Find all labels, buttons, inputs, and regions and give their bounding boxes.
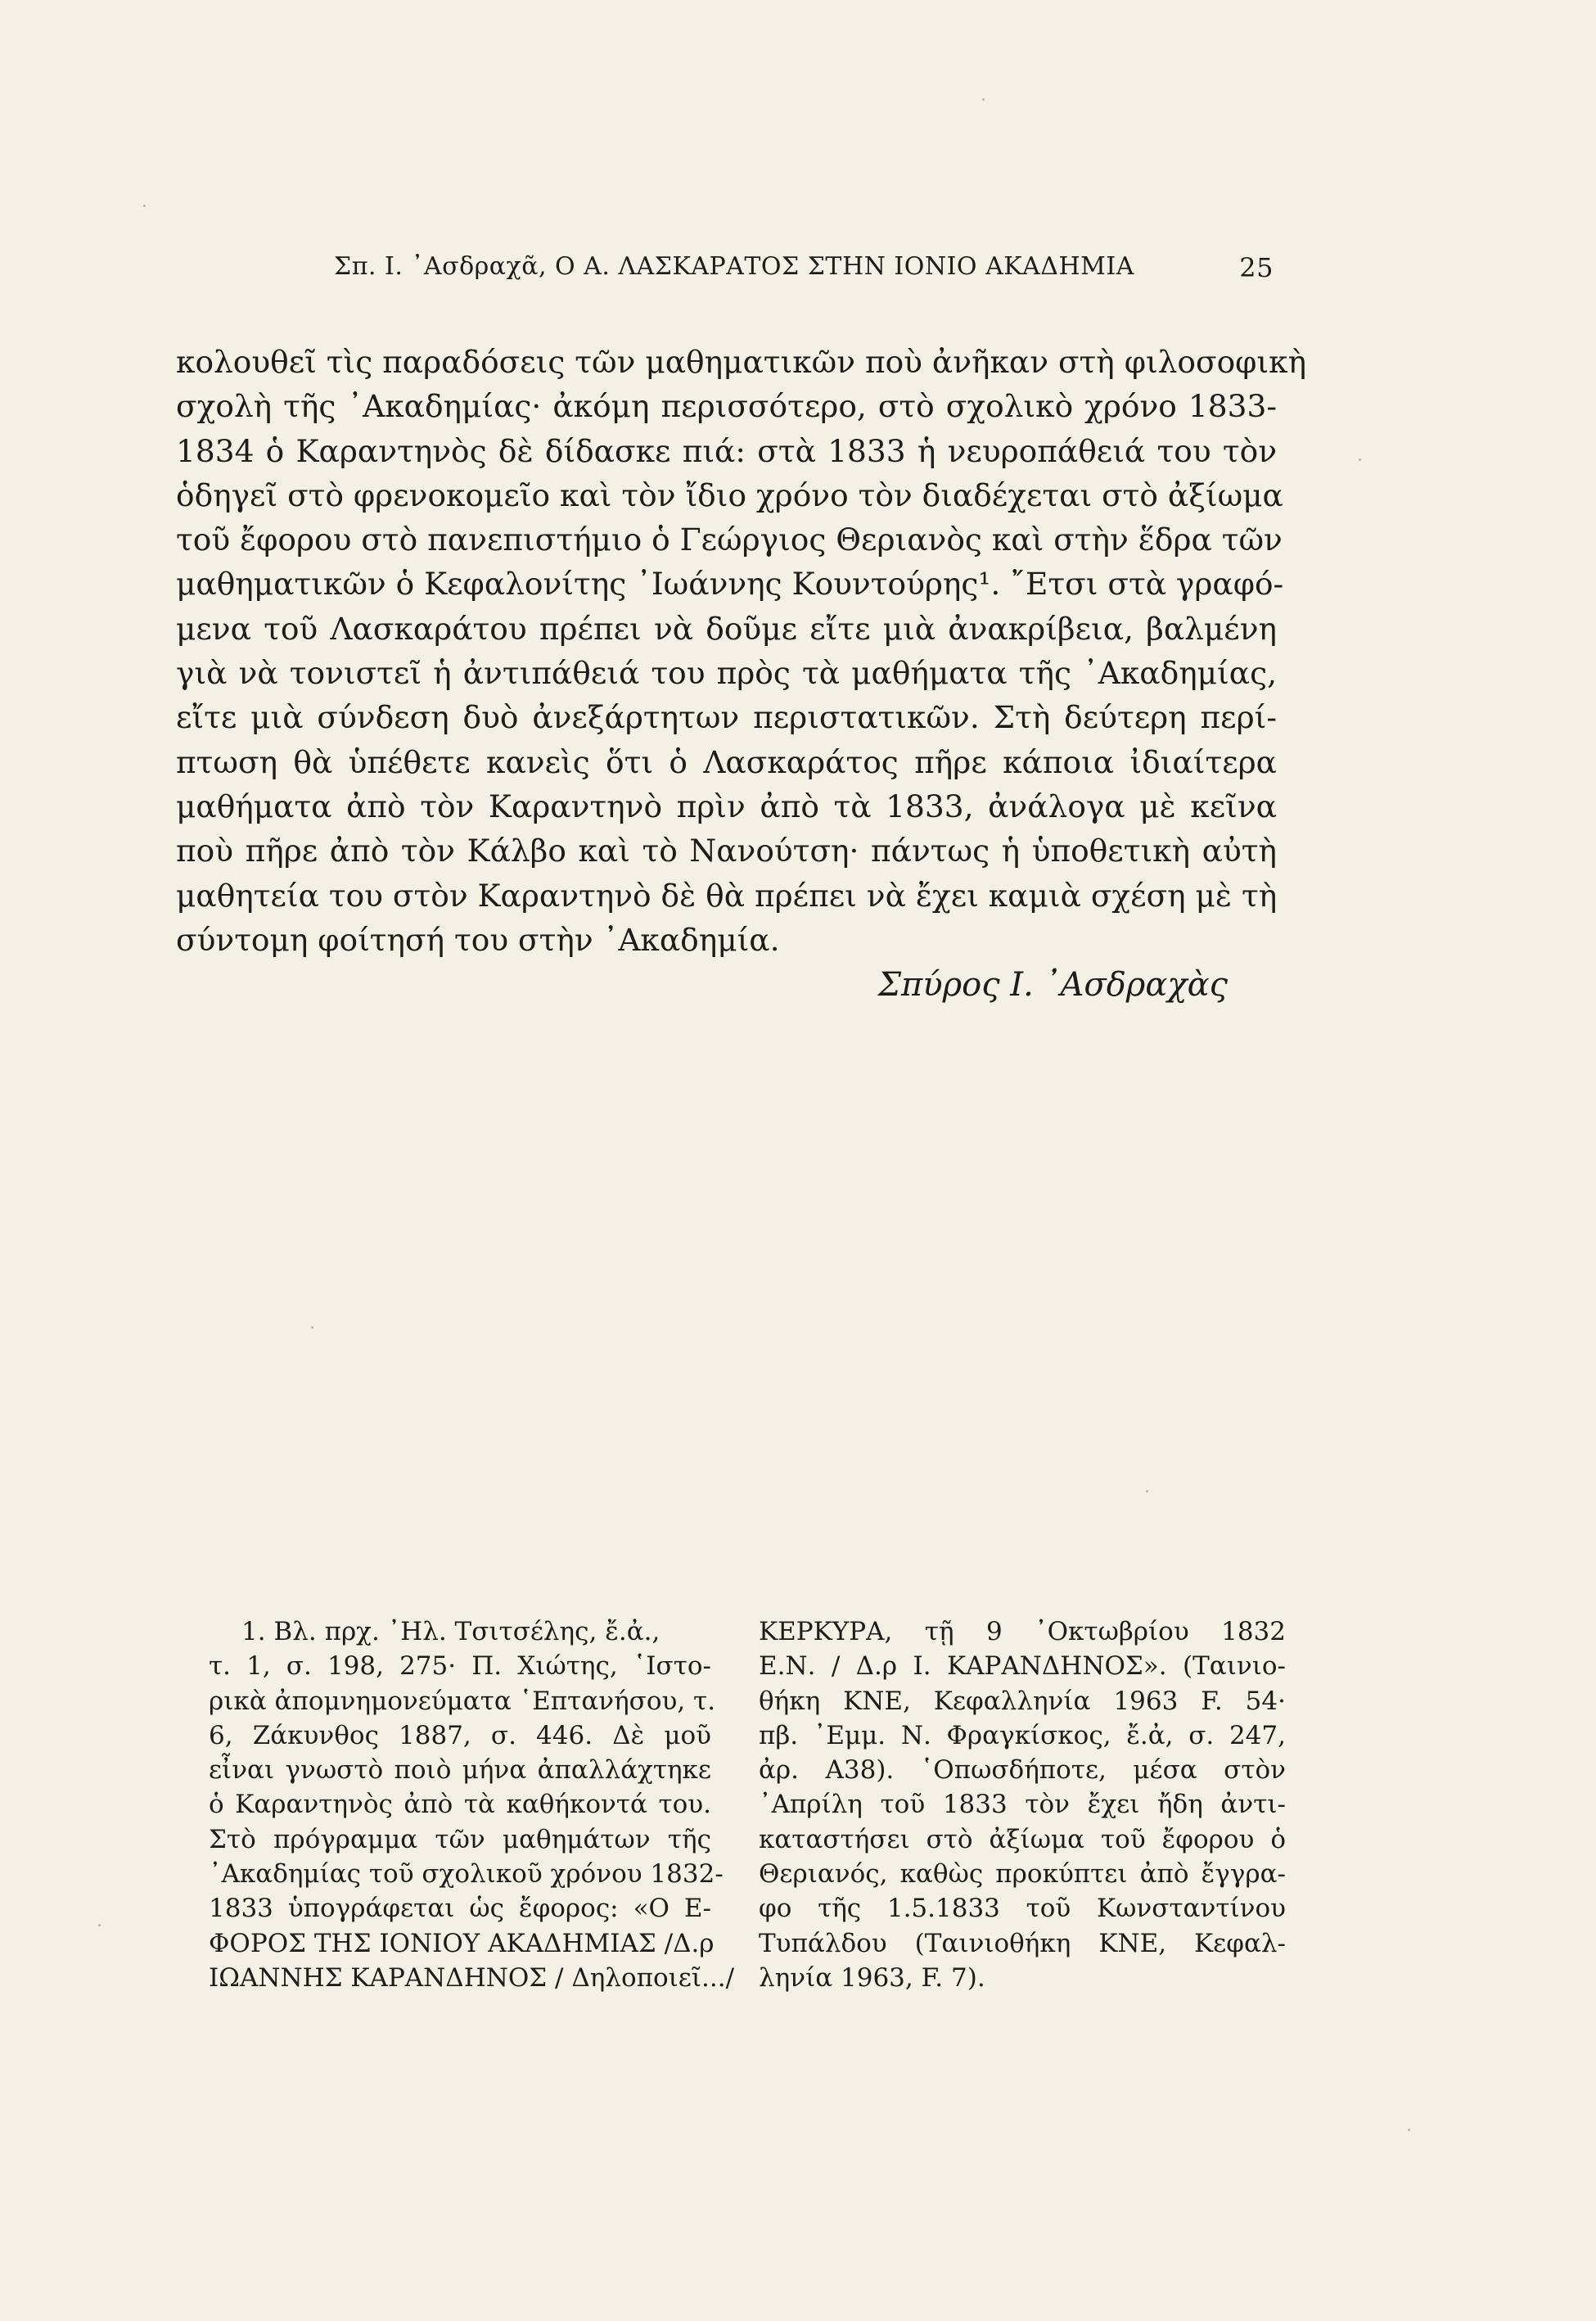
footnote-line: 1833 ὑπογράφεται ὡς ἔφορος: «Ο Ε-	[209, 1894, 711, 1924]
body-line: πτωση θὰ ὑπέθετε κανεὶς ὅτι ὁ Λασκαράτος πῆρε κάποια ἰδιαίτερα	[176, 743, 1277, 780]
footnote-line: Ε.Ν. / Δ.ρ Ι. ΚΑΡΑΝΔΗΝΟΣ». (Ταινιο-	[759, 1651, 1286, 1682]
body-line: 1834 ὁ Καραντηνὸς δὲ δίδασκε πιά: στὰ 1833 ἡ νευροπάθειά του τὸν	[176, 432, 1277, 469]
footnote-line: φο τῆς 1.5.1833 τοῦ Κωνσταντίνου	[759, 1894, 1286, 1924]
paper-speck	[311, 1326, 313, 1329]
footnote-line: Στὸ πρόγραμμα τῶν μαθημάτων τῆς	[209, 1824, 711, 1854]
body-line: κολουθεῖ τὶς παραδόσεις τῶν μαθηματικῶν ποὺ ἀνῆκαν στὴ φιλοσοφικὴ	[176, 344, 1307, 380]
footnote-line: ὁ Καραντηνὸς ἀπὸ τὰ καθήκοντά του.	[209, 1790, 711, 1820]
body-line: μαθηματικῶν ὁ Κεφαλονίτης ᾿Ιωάννης Κουντούρης¹. ῎Ετσι στὰ γραφό-	[176, 566, 1284, 603]
footnote-line: εἶναι γνωστὸ ποιὸ μήνα ἀπαλλάχτηκε	[209, 1755, 711, 1786]
footnote-line: ΙΩΑΝΝΗΣ ΚΑΡΑΝΔΗΝΟΣ / Δηλοποιεῖ.../	[209, 1962, 735, 1993]
footnote-line: ΦΟΡΟΣ ΤΗΣ ΙΟΝΙΟΥ ΑΚΑΔΗΜΙΑΣ /Δ.ρ	[209, 1928, 715, 1958]
footnote-line: ᾿Απρίλη τοῦ 1833 τὸν ἔχει ἤδη ἀντι-	[759, 1790, 1286, 1820]
footnote-line: τ. 1, σ. 198, 275· Π. Χιώτης, ῾Ιστο-	[209, 1651, 711, 1682]
footnote-column-left	[209, 1614, 735, 1995]
body-line: μαθητεία του στὸν Καραντηνὸ δὲ θὰ πρέπει νὰ ἔχει καμιὰ σχέση μὲ τὴ	[176, 877, 1278, 914]
footnote-line: ρικὰ ἀπομνημονεύματα ῾Επτανήσου, τ.	[209, 1686, 716, 1716]
footnote-line: Θεριανός, καθὼς προκύπτει ἀπὸ ἔγγρα-	[759, 1859, 1286, 1890]
footnote-line: πβ. ᾿Εμμ. Ν. Φραγκίσκος, ἔ.ἀ, σ. 247,	[759, 1720, 1286, 1750]
footnote-line: Τυπάλδου (Ταινιοθήκη ΚΝΕ, Κεφαλ-	[759, 1928, 1286, 1958]
footnote-line: ᾿Ακαδημίας τοῦ σχολικοῦ χρόνου 1832-	[209, 1859, 724, 1890]
paper-speck	[98, 1924, 101, 1926]
body-line: μαθήματα ἀπὸ τὸν Καραντηνὸ πρὶν ἀπὸ τὰ 1833, ἀνάλογα μὲ κεῖνα	[176, 788, 1277, 824]
body-line: σύντομη φοίτησή του στὴν ᾿Ακαδημία.	[176, 921, 780, 958]
footnote-line: ΚΕΡΚΥΡΑ, τῇ 9 ᾿Οκτωβρίου 1832	[759, 1617, 1286, 1646]
body-line: γιὰ νὰ τονιστεῖ ἡ ἀντιπάθειά του πρὸς τὰ μαθήματα τῆς ᾿Ακαδημίας,	[176, 655, 1277, 692]
paper-speck	[1359, 458, 1361, 461]
paper-speck	[1408, 2129, 1410, 2131]
body-line: εἴτε μιὰ σύνδεση δυὸ ἀνεξάρτητων περιστατικῶν. Στὴ δεύτερη περί-	[176, 699, 1277, 736]
footnote-line: ἀρ. Α38). ῾Οπωσδήποτε, μέσα στὸν	[759, 1755, 1286, 1786]
footnote-line: 1. Βλ. πρχ. ᾿Ηλ. Τσιτσέλης, ἔ.ἀ.,	[241, 1617, 660, 1646]
paper-speck	[982, 98, 985, 101]
body-line: ὁδηγεῖ στὸ φρενοκομεῖο καὶ τὸν ἴδιο χρόνο τὸν διαδέχεται στὸ ἀξίωμα	[176, 476, 1283, 513]
footnote-line: ληνία 1963, F. 7).	[759, 1962, 985, 1993]
running-title: Σπ. Ι. ᾿Ασδραχᾶ, Ο Α. ΛΑΣΚΑΡΑΤΟΣ ΣΤΗΝ ΙΟΝΙΟ ΑΚΑΔΗΜΙΑ	[334, 252, 1134, 281]
footnote-line: 6, Ζάκυνθος 1887, σ. 446. Δὲ μοῦ	[209, 1720, 711, 1750]
footnote-line: καταστήσει στὸ ἀξίωμα τοῦ ἔφορου ὁ	[759, 1824, 1286, 1854]
body-line: τοῦ ἔφορου στὸ πανεπιστήμιο ὁ Γεώργιος Θεριανὸς καὶ στὴν ἕδρα τῶν	[176, 522, 1283, 558]
page-number: 25	[1239, 252, 1274, 283]
body-line: μενα τοῦ Λασκαράτου πρέπει νὰ δοῦμε εἴτε μιὰ ἀνακρίβεια, βαλμένη	[176, 610, 1277, 647]
footnote-line: θήκη ΚΝΕ, Κεφαλληνία 1963 F. 54·	[759, 1686, 1286, 1716]
author-signature: Σπύρος Ι. ᾿Ασδραχὰς	[877, 966, 1228, 1004]
footnote-column-right	[759, 1614, 1286, 1995]
body-line: ποὺ πῆρε ἀπὸ τὸν Κάλβο καὶ τὸ Νανούτση· πάντως ἡ ὑποθετικὴ αὐτὴ	[176, 833, 1277, 869]
paper-speck	[143, 205, 146, 207]
body-paragraph	[176, 340, 1307, 962]
body-line: σχολὴ τῆς ᾿Ακαδημίας· ἀκόμη περισσότερο, στὸ σχολικὸ χρόνο 1833-	[176, 388, 1277, 425]
paper-speck	[1146, 1490, 1148, 1492]
